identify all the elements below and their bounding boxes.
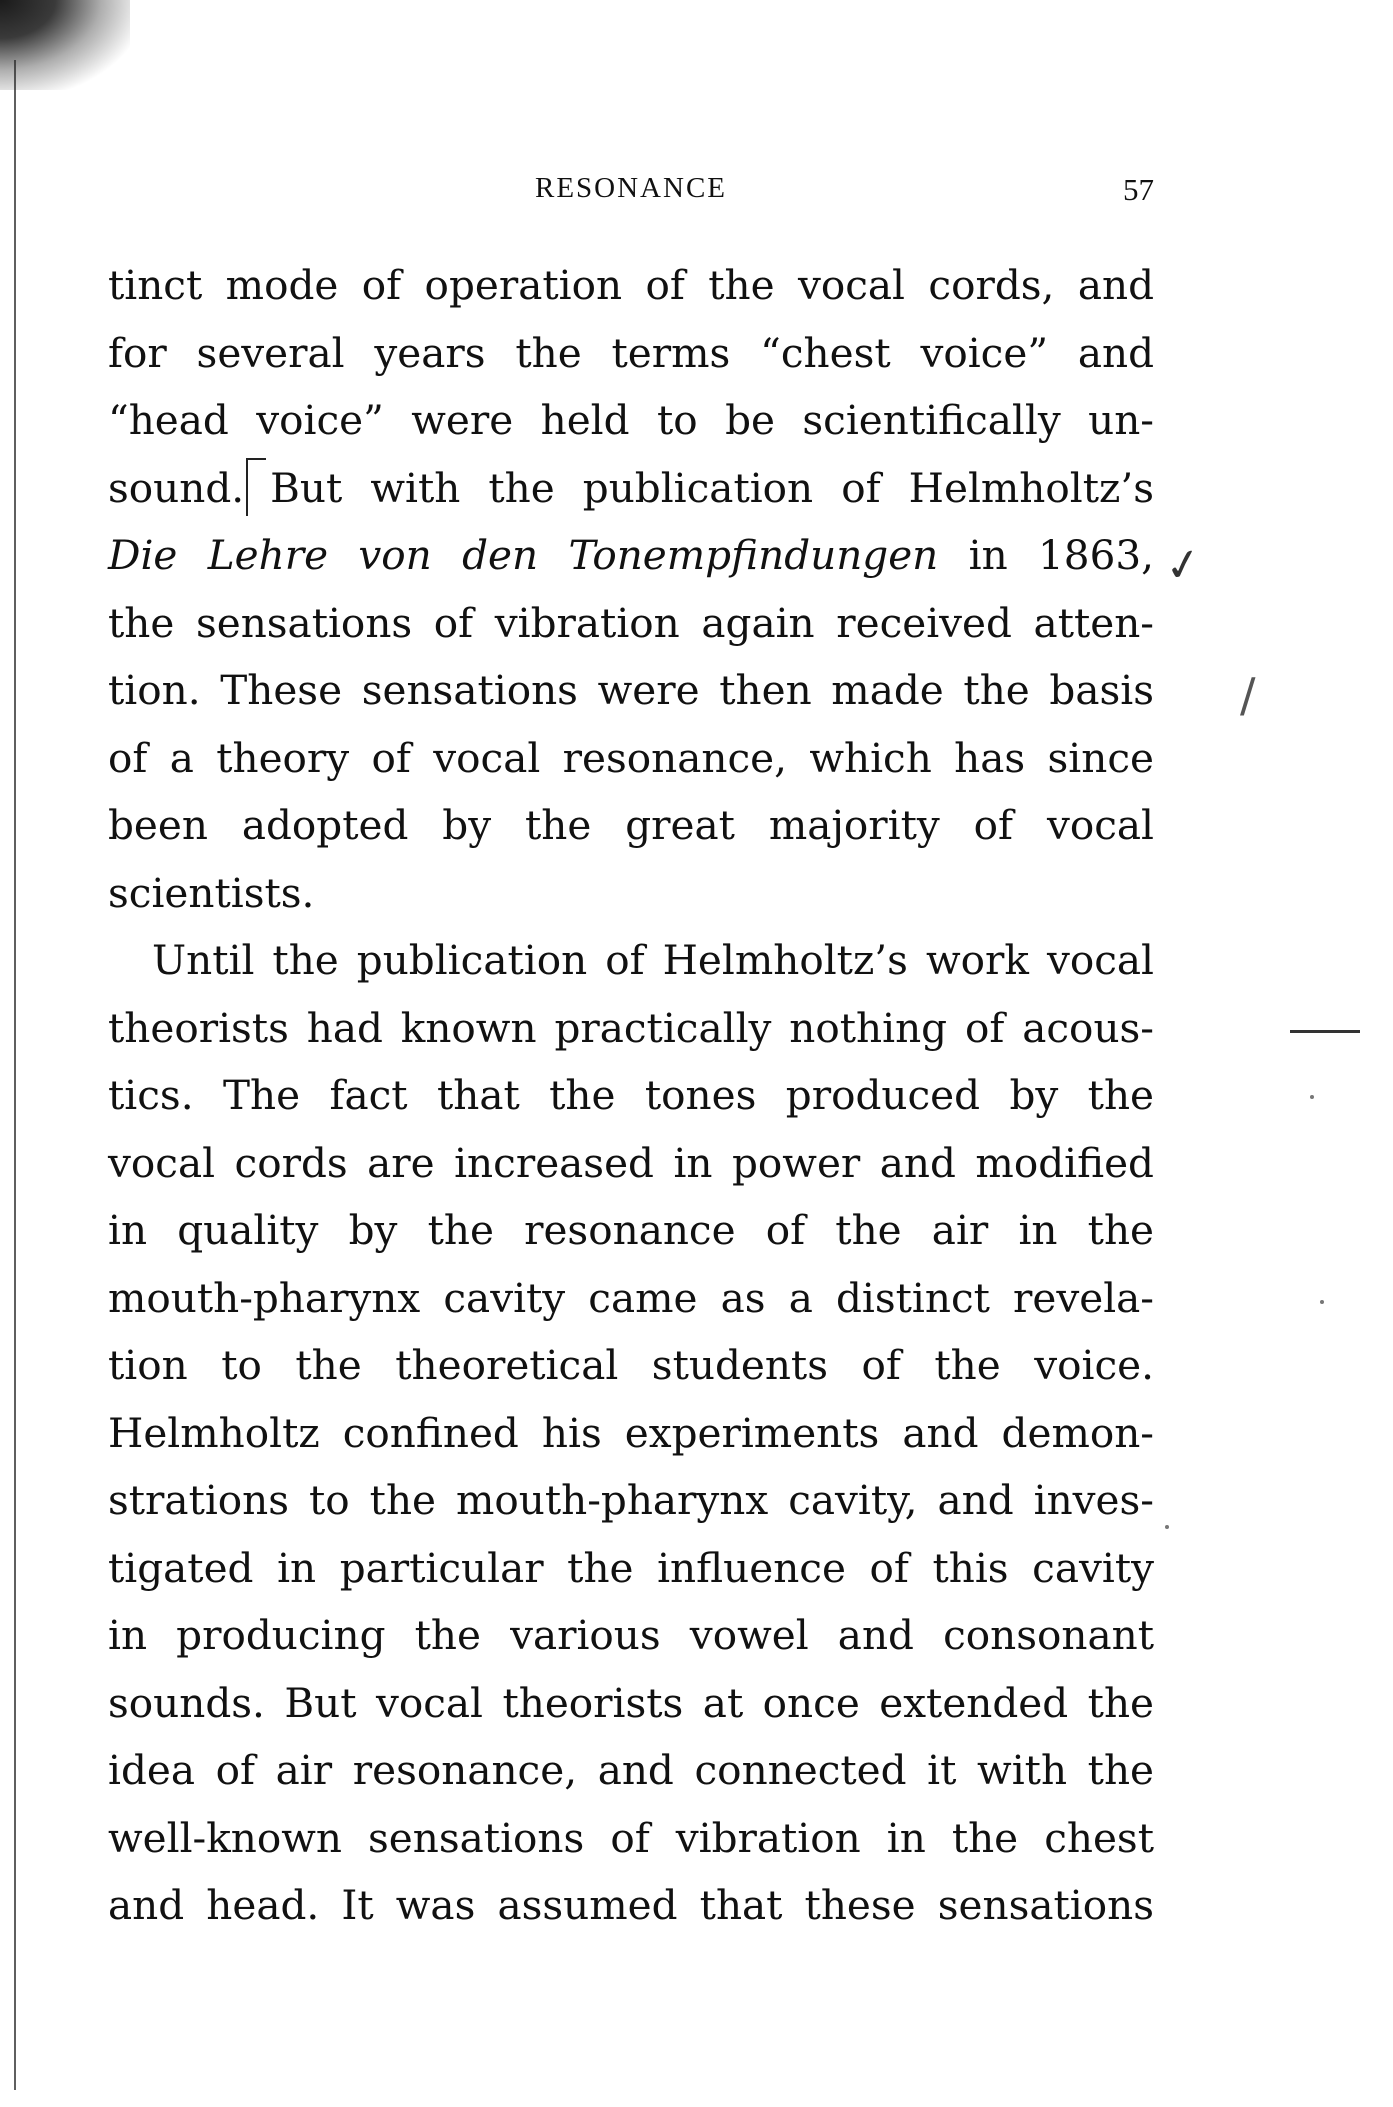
text-line: for several years the terms “chest voice” and xyxy=(108,328,1154,377)
line-segment: in 1863, xyxy=(938,531,1154,579)
text-line: sounds. But vocal theorists at once extended the xyxy=(108,1678,1154,1727)
text-line: been adopted by the great majority of vocal xyxy=(108,801,1154,849)
text-line: vocal cords are increased in power and modified xyxy=(108,1138,1154,1187)
text-line: the sensations of vibration again received atten- xyxy=(108,598,1154,647)
line-segment: sound. xyxy=(108,463,245,512)
text-line: Helmholtz confined his experiments and demon- xyxy=(108,1408,1154,1457)
text-line: “head voice” were held to be scientifically un- xyxy=(108,396,1154,444)
page-scan-shadow xyxy=(0,0,130,90)
margin-slash-icon: / xyxy=(1240,668,1256,722)
text-line: tinct mode of operation of the vocal cords, and xyxy=(108,261,1154,309)
text-line: idea of air resonance, and connected it with the xyxy=(108,1746,1154,1794)
text-line: and head. It was assumed that these sensations xyxy=(108,1881,1154,1929)
bracket-annotation-icon xyxy=(246,458,266,516)
text-line: strations to the mouth-pharynx cavity, and inves- xyxy=(108,1476,1154,1524)
text-line: mouth-pharynx cavity came as a distinct revela- xyxy=(108,1273,1154,1322)
text-line: of a theory of vocal resonance, which has since xyxy=(108,733,1154,782)
margin-speck-icon xyxy=(1165,1525,1169,1529)
book-title: Die Lehre von den Tonempfindungen xyxy=(108,531,939,579)
text-line: tigated in particular the influence of this cavity xyxy=(108,1543,1154,1592)
text-line: in quality by the resonance of the air in the xyxy=(108,1206,1154,1254)
margin-dash-icon xyxy=(1290,1030,1360,1033)
body-text xyxy=(108,252,1154,1940)
text-line: Until the publication of Helmholtz’s work vocal xyxy=(152,936,1154,984)
paragraph xyxy=(108,252,1154,927)
page-number: 57 xyxy=(1123,172,1154,207)
margin-speck-icon xyxy=(1320,1300,1324,1304)
running-head: RESONANCE xyxy=(534,172,727,204)
text-line: theorists had known practically nothing of acous- xyxy=(108,1003,1154,1052)
text-line: well-known sensations of vibration in the chest xyxy=(108,1813,1154,1862)
text-line: tion to the theoretical students of the voice. xyxy=(108,1341,1154,1389)
margin-check-icon: ✓ xyxy=(1160,537,1207,594)
page-header xyxy=(108,172,1154,212)
text-line: in producing the various vowel and consonant xyxy=(108,1611,1154,1659)
paragraph xyxy=(108,927,1154,1940)
margin-speck-icon xyxy=(1310,1095,1314,1099)
line-segment: But with the publication of Helmholtz’s xyxy=(270,463,1154,512)
text-line: scientists. xyxy=(108,868,315,917)
text-line: tion. These sensations were then made the basis xyxy=(108,666,1154,714)
page-binding-edge xyxy=(14,60,19,2090)
text-line xyxy=(108,522,1154,590)
text-line xyxy=(108,455,1154,523)
text-line: tics. The fact that the tones produced by the xyxy=(108,1071,1154,1119)
